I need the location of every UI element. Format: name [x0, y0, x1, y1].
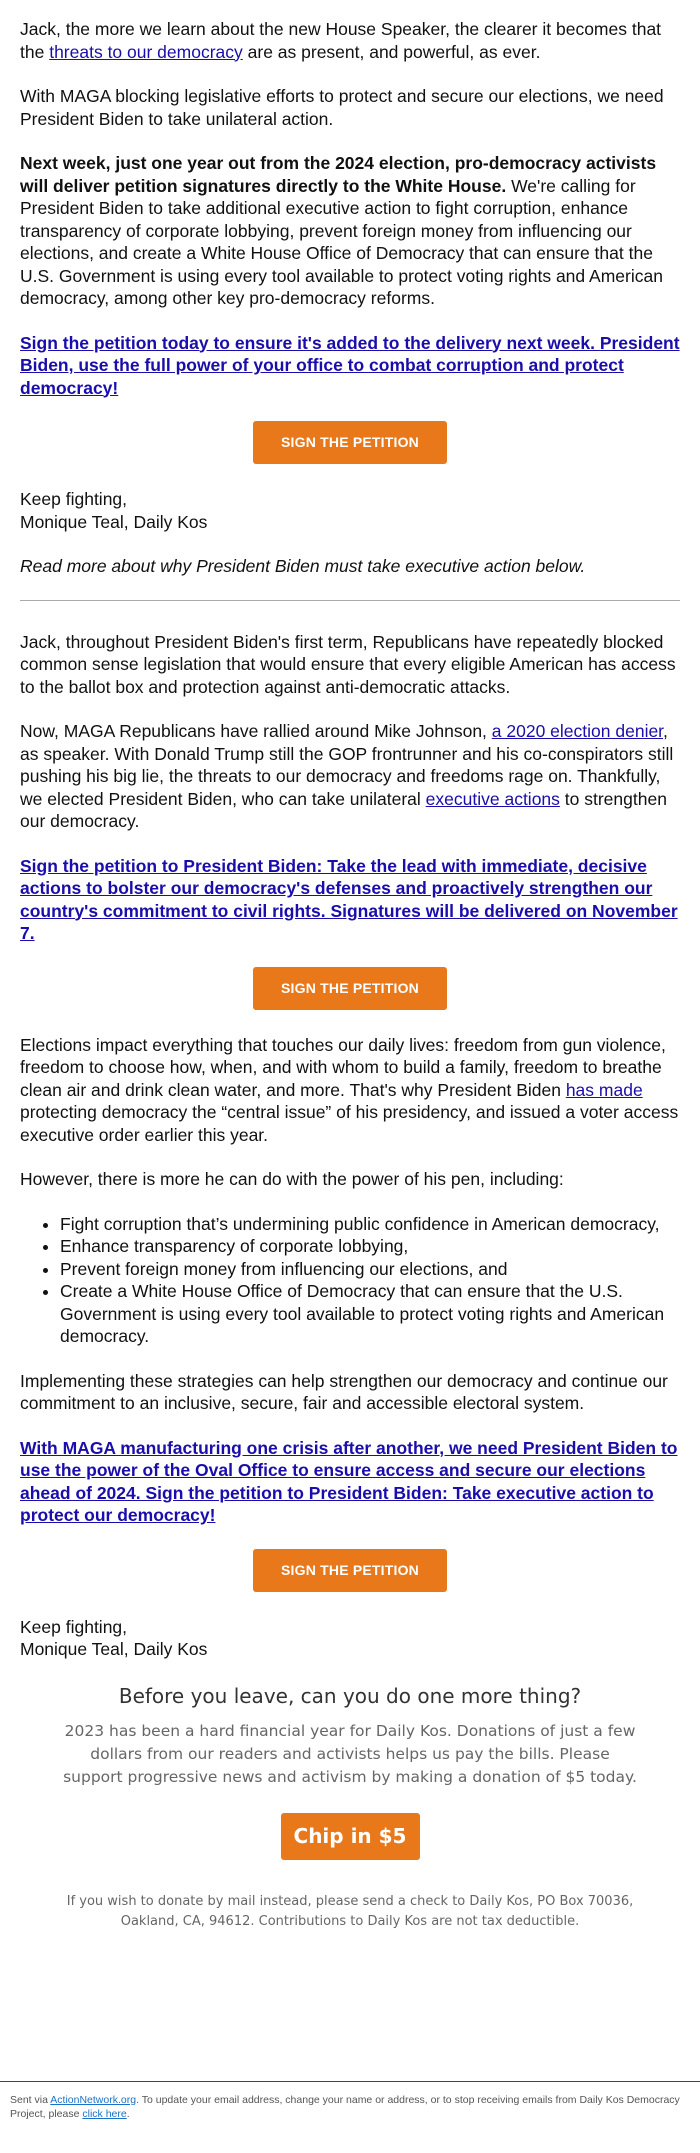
chip-in-button[interactable]: Chip in $5: [281, 1813, 420, 1860]
petition-link-3[interactable]: With MAGA manufacturing one crisis after another, we need President Biden to use the power of the Oval Office to ensure access and secure our elections ahead of 2024. Sign the petition to President Biden: Take executive action to protect our democracy!: [20, 1437, 678, 1525]
donation-pitch: 2023 has been a hard financial year for Daily Kos. Donations of just a few dollars from our readers and activists helps us pay the bills. Please support progressive news and activism by making a donation of $5 today.: [63, 1722, 637, 1786]
body-paragraph-3: Elections impact everything that touches our daily lives: freedom from gun violence, freedom to choose how, when, and with whom to build a family, freedom to breathe clean air and drink clean water, and more. That's why President Biden has made protecting democracy the “central issue” of his presidency, and issued a voter access executive order earlier this year.: [20, 1034, 679, 1145]
petition-link-2[interactable]: Sign the petition to President Biden: Take the lead with immediate, decisive actions to bolster our democracy's defenses and proactively strengthen our country's commitment to civil rights. Signatures will be delivered on November 7.: [20, 855, 678, 943]
email-body: [20, 18, 680, 1683]
donation-heading: Before you leave, can you do one more thing?: [118, 1684, 582, 1708]
election-denier-link[interactable]: a 2020 election denier: [491, 721, 664, 741]
executive-actions-link[interactable]: executive actions: [425, 788, 560, 809]
petition-button-row-2: [20, 967, 680, 1010]
body-paragraph-5: Implementing these strategies can help strengthen our democracy and continue our commitment to an inclusive, secure, fair and accessible electoral system.: [20, 1370, 668, 1413]
petition-link-paragraph-3: [20, 1437, 680, 1527]
intro-paragraph-1: Jack, the more we learn about the new House Speaker, the clearer it becomes that the threats to our democracy are as present, and powerful, as ever.: [20, 19, 662, 62]
signoff-1: Keep fighting, Monique Teal, Daily Kos: [20, 489, 208, 532]
footer-text: Sent via ActionNetwork.org. To update your email address, change your name or address, or to stop receiving emails from Daily Kos Democracy Project, please click here.: [10, 2094, 680, 2120]
body-paragraph-1: Jack, throughout President Biden's first term, Republicans have repeatedly blocked common sense legislation that would ensure that every eligible American has access to the ballot box and protection against anti-democratic attacks.: [20, 631, 676, 697]
body-paragraph-2: Now, MAGA Republicans have rallied around Mike Johnson, a 2020 election denier, as speaker. With Donald Trump still the GOP frontrunner and his co-conspirators still pushing his big lie, the threats to our democracy and freedoms rage on. Thankfully, we elected President Biden, who can take unilateral executive actions to strengthen our democracy.: [20, 721, 674, 831]
petition-link-paragraph-1: [20, 332, 680, 400]
has-made-link[interactable]: has made: [565, 1079, 643, 1100]
body-paragraph-4: However, there is more he can do with the power of his pen, including:: [20, 1169, 564, 1189]
list-item: • Enhance transparency of corporate lobbying,: [60, 1235, 680, 1258]
action-network-link[interactable]: ActionNetwork.org: [50, 2094, 137, 2106]
donation-section: [60, 1684, 640, 1932]
delivery-announcement: Next week, just one year out from the 2024 election, pro-democracy activists will deliver petition signatures directly to the White House.: [20, 153, 657, 196]
list-item: • Create a White House Office of Democracy that can ensure that the U.S. Government is using every tool available to protect voting rights and American democracy.: [60, 1280, 680, 1348]
list-item: • Fight corruption that’s undermining public confidence in American democracy,: [60, 1213, 680, 1236]
click-here-link[interactable]: click here: [82, 2108, 127, 2120]
reform-list: [20, 1213, 680, 1348]
petition-link-1[interactable]: Sign the petition today to ensure it's added to the delivery next week. President Biden, use the full power of your office to combat corruption and protect democracy!: [20, 332, 680, 398]
signoff-2: Keep fighting, Monique Teal, Daily Kos: [20, 1616, 208, 1659]
list-item: • Prevent foreign money from influencing our elections, and: [60, 1258, 680, 1281]
threats-to-democracy-link[interactable]: threats to our democracy: [49, 41, 243, 62]
intro-paragraph-2: With MAGA blocking legislative efforts to protect and secure our elections, we need President Biden to take unilateral action.: [20, 86, 664, 129]
sign-petition-button-3[interactable]: SIGN THE PETITION: [253, 1549, 447, 1592]
read-more-note: Read more about why President Biden must take executive action below.: [20, 556, 586, 576]
petition-button-row-1: [20, 421, 680, 464]
email-footer: [0, 2081, 700, 2153]
sign-petition-button-1[interactable]: SIGN THE PETITION: [253, 421, 447, 464]
section-divider: [20, 600, 680, 601]
intro-paragraph-3: Next week, just one year out from the 2024 election, pro-democracy activists will deliver petition signatures directly to the White House. We're calling for President Biden to take additional executive action to fight corruption, enhance transparency of corporate lobbying, prevent foreign money from influencing our elections, and create a White House Office of Democracy that can ensure that the U.S. Government is using every tool available to protect voting rights and American democracy, among other key pro-democracy reforms.: [20, 153, 663, 308]
sign-petition-button-2[interactable]: SIGN THE PETITION: [253, 967, 447, 1010]
petition-button-row-3: [20, 1549, 680, 1592]
petition-link-paragraph-2: [20, 855, 680, 945]
mail-donation-note: If you wish to donate by mail instead, please send a check to Daily Kos, PO Box 70036, Oakland, CA, 94612. Contributions to Daily Kos are not tax deductible.: [66, 1894, 634, 1929]
